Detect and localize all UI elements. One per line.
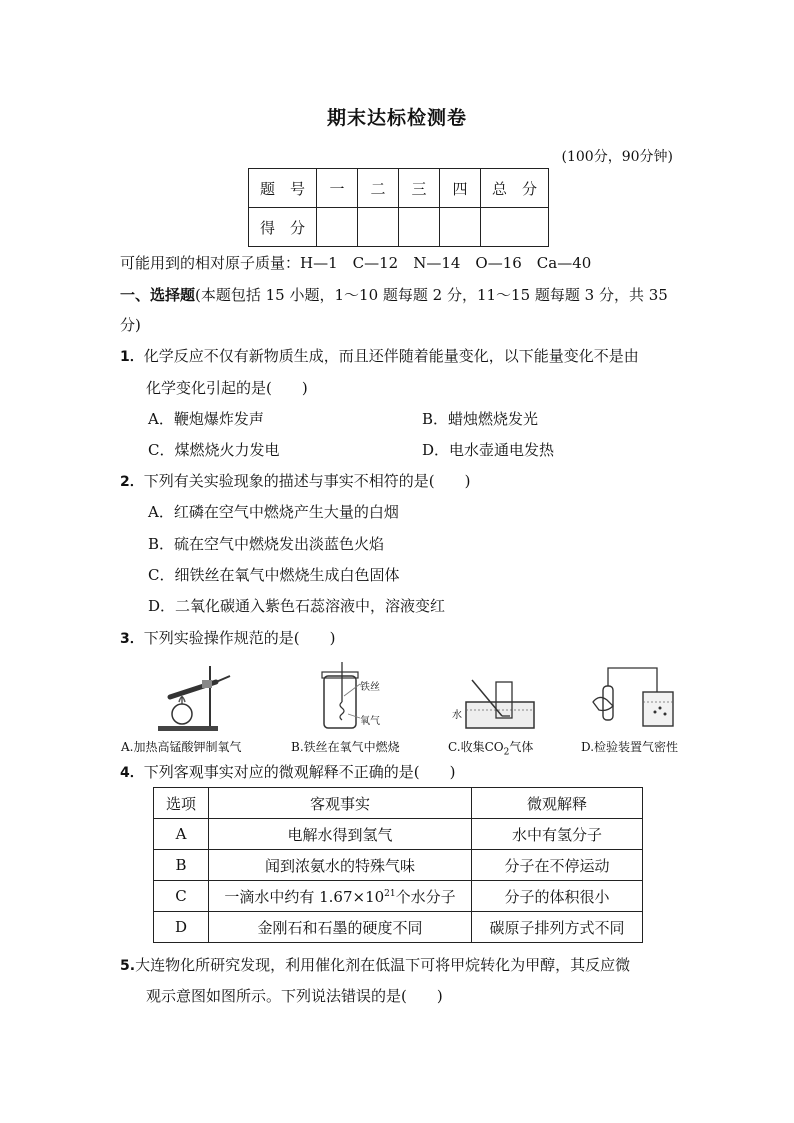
q4-row-fact: 电解水得到氢气: [209, 819, 472, 850]
score-cell[interactable]: [317, 208, 358, 247]
score-cell[interactable]: [440, 208, 481, 247]
figure-a-heating-apparatus: [150, 662, 250, 734]
q1-stem-line1: [120, 346, 639, 367]
q2-option-a: A．红磷在空气中燃烧产生大量的白烟: [148, 503, 399, 521]
q4-row-option: B: [154, 850, 209, 881]
page-title: 期末达标检测卷: [326, 107, 467, 129]
score-header-cell: 总 分: [481, 169, 549, 208]
q3-number: 3．: [120, 631, 144, 647]
table-row: [154, 819, 643, 850]
q4-row-fact: [209, 881, 472, 912]
figure-d-airtightness-apparatus: [585, 662, 685, 734]
q1-option-c: C．煤燃烧火力发电: [148, 441, 280, 459]
q5-stem-line2: 观示意图如图所示。下列说法错误的是( ): [146, 987, 443, 1005]
q5-number: 5.: [120, 958, 136, 974]
q4-header-option: 选项: [154, 788, 209, 819]
figure-a-caption: A.加热高锰酸钾制氧气: [121, 740, 242, 754]
q1-number: 1．: [120, 349, 144, 365]
q4-row-explain: 水中有氢分子: [472, 819, 643, 850]
q2-number: 2．: [120, 474, 144, 490]
q2-stem: 下列有关实验现象的描述与事实不相符的是( ): [143, 472, 471, 490]
figure-c-caption-text: C.收集CO: [448, 740, 504, 754]
q4-header-fact: 客观事实: [209, 788, 472, 819]
q4-row-option: C: [154, 881, 209, 912]
figure-c-label-water: 水: [452, 710, 462, 721]
table-row: [154, 850, 643, 881]
score-table-header-row: [249, 169, 549, 208]
score-cell[interactable]: [481, 208, 549, 247]
score-cell[interactable]: [399, 208, 440, 247]
score-cell[interactable]: [358, 208, 399, 247]
figure-b-label-iron-wire: 铁丝: [360, 682, 380, 693]
score-row-label: 得 分: [249, 208, 317, 247]
score-table-score-row: [249, 208, 549, 247]
q4-row-fact-pre: 一滴水中约有 1.67×10: [224, 887, 385, 906]
score-header-cell: 一: [317, 169, 358, 208]
section1-desc-line2: 分): [120, 316, 141, 334]
q4-number: 4．: [120, 765, 144, 781]
score-header-cell: 四: [440, 169, 481, 208]
figure-c-caption: [448, 738, 533, 757]
score-header-cell: 二: [358, 169, 399, 208]
q4-header-explain: 微观解释: [472, 788, 643, 819]
figure-b-caption: B.铁丝在氧气中燃烧: [291, 740, 400, 754]
q4-row-explain: 分子的体积很小: [472, 881, 643, 912]
figure-c-caption-tail: 气体: [509, 740, 534, 754]
section1-desc: (本题包括 15 小题，1～10 题每题 2 分，11～15 题每题 3 分，共 35: [195, 286, 668, 304]
section1-line1: [120, 285, 668, 305]
table-row: [154, 912, 643, 943]
q1-option-a: A．鞭炮爆炸发声: [148, 410, 264, 428]
q4-stem-line: [120, 762, 455, 783]
q1-option-b: B．蜡烛燃烧发光: [422, 410, 539, 428]
q4-table-header-row: [154, 788, 643, 819]
q1-stem-line2: 化学变化引起的是( ): [146, 379, 308, 397]
atomic-masses: 可能用到的相对原子质量：H—1 C—12 N—14 O—16 Ca—40: [120, 254, 592, 272]
figure-c-caption-sub: 2: [503, 747, 510, 758]
q4-table: [153, 787, 643, 943]
q1-option-d: D．电水壶通电发热: [422, 441, 555, 459]
table-row: [154, 881, 643, 912]
q3-stem: 下列实验操作规范的是( ): [143, 629, 336, 647]
q5-stem-line1: [120, 955, 630, 976]
figure-d-caption: D.检验装置气密性: [581, 740, 679, 754]
q4-stem: 下列客观事实对应的微观解释不正确的是( ): [143, 763, 456, 781]
q4-row-fact: 金刚石和石墨的硬度不同: [209, 912, 472, 943]
score-table: [248, 168, 549, 247]
q4-row-fact-exponent: 21: [384, 888, 396, 899]
q2-option-b: B．硫在空气中燃烧发出淡蓝色火焰: [148, 535, 385, 553]
q4-row-explain: 碳原子排列方式不同: [472, 912, 643, 943]
q4-row-fact: 闻到浓氨水的特殊气味: [209, 850, 472, 881]
q4-row-option: D: [154, 912, 209, 943]
section1-heading: 一、选择题: [120, 286, 196, 304]
figure-b-label-oxygen: 氧气: [360, 716, 380, 727]
score-header-cell: 题 号: [249, 169, 317, 208]
q4-row-option: A: [154, 819, 209, 850]
q4-row-fact-post: 个水分子: [395, 887, 456, 906]
q1-stem: 化学反应不仅有新物质生成，而且还伴随着能量变化，以下能量变化不是由: [143, 347, 639, 365]
q4-row-explain: 分子在不停运动: [472, 850, 643, 881]
q2-option-d: D．二氧化碳通入紫色石蕊溶液中，溶液变红: [148, 597, 446, 615]
exam-info: (100分，90分钟): [561, 149, 673, 165]
q2-stem-line: [120, 471, 470, 492]
q5-stem: 大连物化所研究发现，利用催化剂在低温下可将甲烷转化为甲醇，其反应微: [135, 956, 631, 974]
figure-c-collect-gas-apparatus: [462, 662, 542, 734]
figure-b-iron-wire-apparatus: [310, 662, 400, 734]
q3-stem-line: [120, 628, 335, 649]
q2-option-c: C．细铁丝在氧气中燃烧生成白色固体: [148, 566, 400, 584]
score-header-cell: 三: [399, 169, 440, 208]
